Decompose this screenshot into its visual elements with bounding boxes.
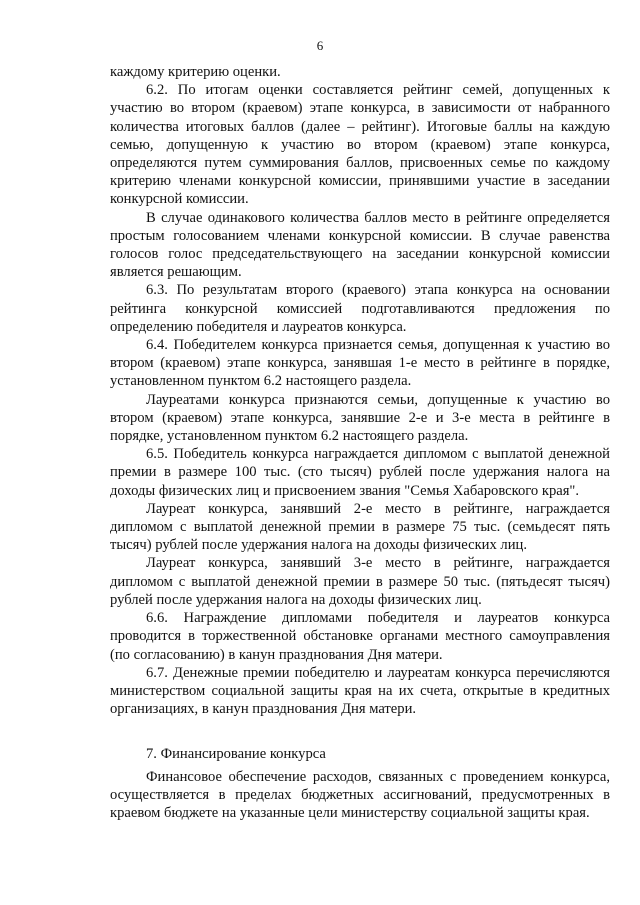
paragraph-6-3: 6.3. По результатам второго (краевого) этапа конкурса на основании рейтинга конкурсной комиссией подготавливаются предложения по определению победителя и лауреатов конкурса. — [110, 282, 610, 335]
page-number: 6 — [316, 38, 324, 53]
paragraph-continuation: каждому критерию оценки. — [110, 64, 281, 80]
paragraph-6-2: 6.2. По итогам оценки составляется рейтинг семей, допущенных к участию во втором (краевом) этапе конкурса, в зависимости от набранного количества итоговых баллов (далее – рейтинг). Итоговые баллы на каждую семью, допущенную к участию во втором (краевом) этапе конкурса, определяются путем суммирования баллов, присвоенных семье по каждому критерию членами конкурсной комиссии, принявшими участие в заседании конкурсной комиссии. — [110, 82, 610, 208]
document-body — [110, 63, 610, 822]
section-7-heading: 7. Финансирование конкурса — [146, 746, 326, 763]
paragraph-7-financing: Финансовое обеспечение расходов, связанных с проведением конкурса, осуществляется в пределах бюджетных ассигнований, предусмотренных в краевом бюджете на указанные цели министерству социальной защиты края. — [110, 768, 610, 821]
paragraph-6-4: 6.4. Победителем конкурса признается семья, допущенная к участию во втором (краевом) этапе конкурса, занявшая 1-е место в рейтинге в порядке, установленном пунктом 6.2 настоящего раздела. — [110, 337, 610, 390]
paragraph-6-7: 6.7. Денежные премии победителю и лауреатам конкурса перечисляются министерством социальной защиты края на их счета, открытые в кредитных организациях, в канун празднования Дня матери. — [110, 664, 610, 718]
paragraph-6-5: 6.5. Победитель конкурса награждается дипломом с выплатой денежной премии в размере 100 тыс. (сто тысяч) рублей после удержания налога на доходы физических лиц и присвоением звания "Семья Хабаровского края". — [110, 446, 610, 499]
paragraph-6-5-third-place: Лауреат конкурса, занявший 3-е место в рейтинге, награждается дипломом с выплатой денежной премии в размере 50 тыс. (пятьдесят тысяч) рублей после удержания налога на доходы физических лиц. — [110, 555, 610, 608]
paragraph-6-5-second-place: Лауреат конкурса, занявший 2-е место в рейтинге, награждается дипломом с выплатой денежной премии в размере 75 тыс. (семьдесят пять тысяч) рублей после удержания налога на доходы физических лиц. — [110, 500, 610, 554]
paragraph-6-2-tie-rule: В случае одинакового количества баллов место в рейтинге определяется простым голосованием членами конкурсной комиссии. В случае равенства голосов голос председательствующего на заседании конкурсной комиссии является решающим. — [110, 209, 610, 281]
paragraph-6-6: 6.6. Награждение дипломами победителя и лауреатов конкурса проводится в торжественной обстановке органами местного самоуправления (по согласованию) в канун празднования Дня матери. — [110, 610, 610, 663]
paragraph-6-4-laureates: Лауреатами конкурса признаются семьи, допущенные к участию во втором (краевом) этапе конкурса, занявшие 2-е и 3-е места в рейтинге в порядке, установленном пунктом 6.2 настоящего раздела. — [110, 391, 610, 445]
